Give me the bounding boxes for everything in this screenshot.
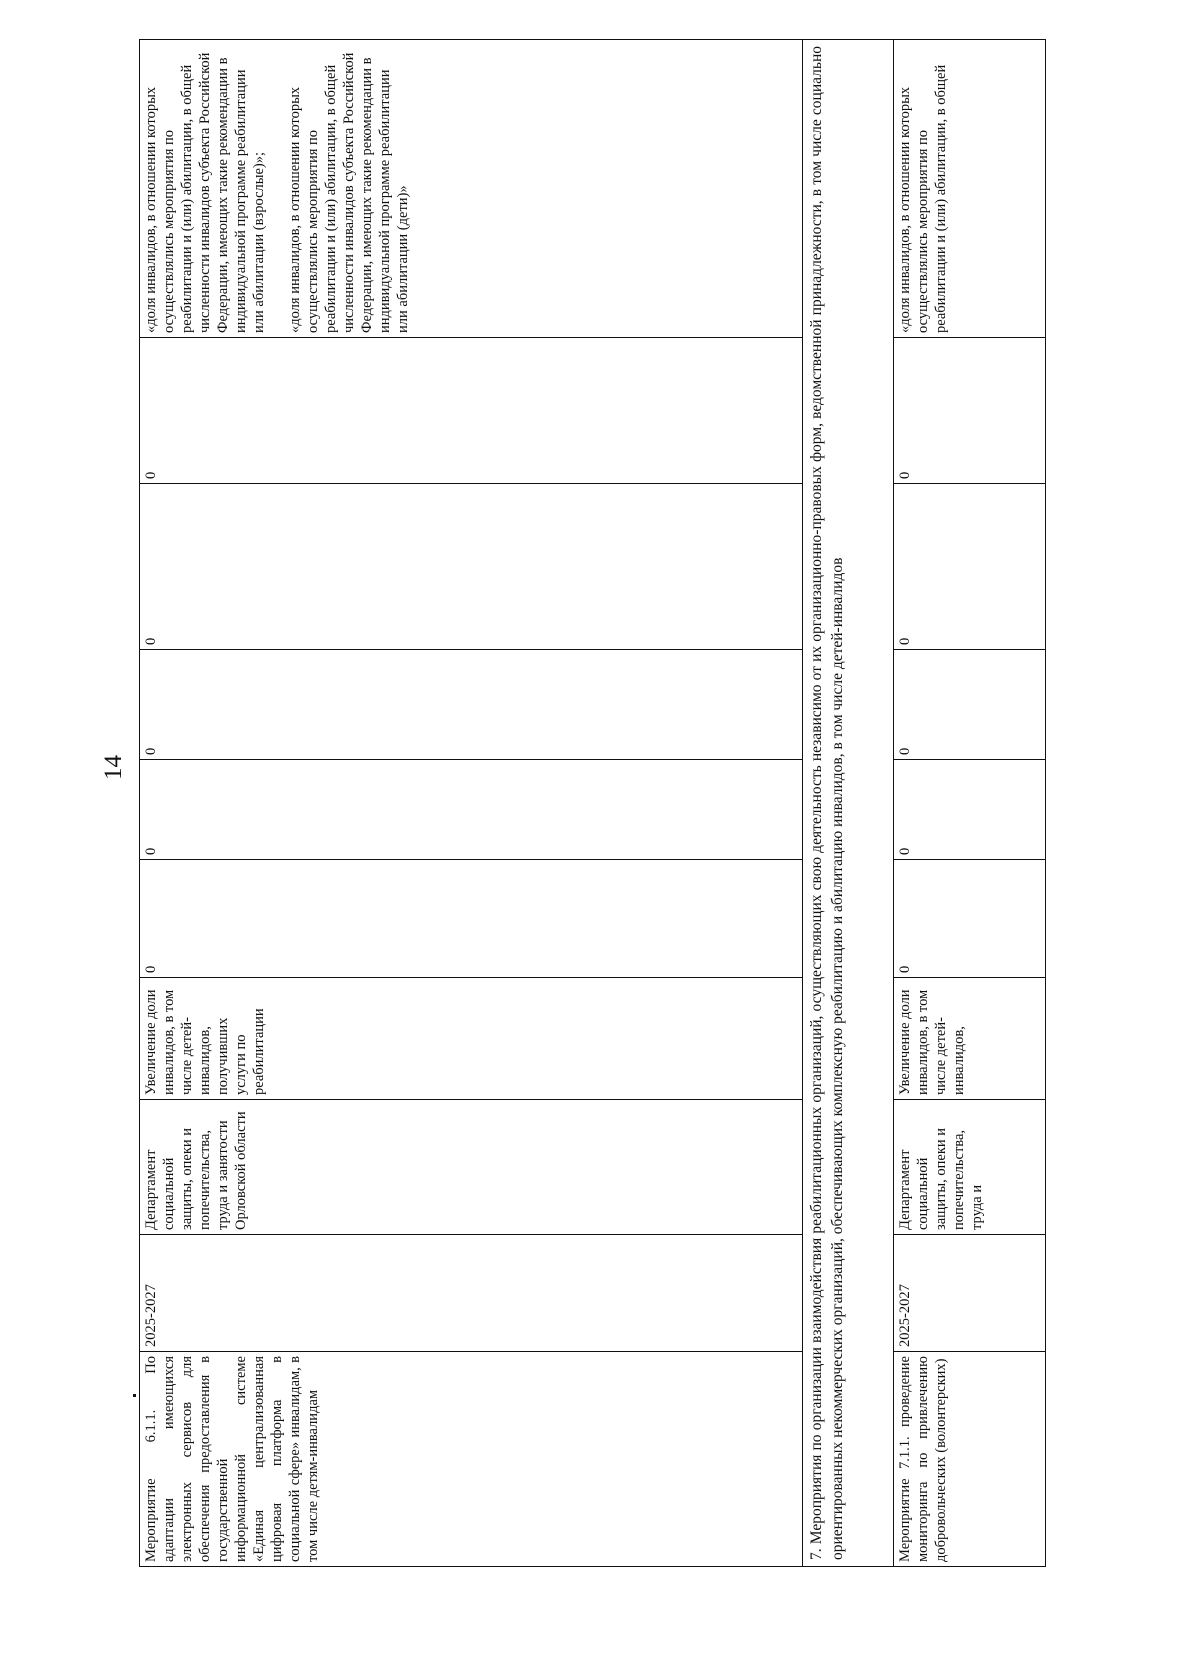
activities-table [139,39,1046,1567]
indicator-cell [140,40,803,338]
value-cell: 0 [894,338,1046,484]
indicator-text: «доля инвалидов, в отношении которых осуществлялись мероприятия по реабилитации и (или) абилитации, в общей численности инвалидов субъекта Российской Федерации, имеющих такие рекомендации в индивидуальной программе реабилитации или абилитации (дети)» [286,52,411,333]
result-cell: Увеличение доли инвалидов, в том числе детей-инвалидов, получивших услуги по реабилитации [140,978,803,1100]
value-cell: 0 [140,338,803,484]
table-row [140,40,803,1567]
period-cell: 2025-2027 [894,1235,1046,1352]
executor-cell: Департамент социальной защиты, опеки и попечительства, труда и занятости Орловской области [140,1100,803,1235]
table-row [894,40,1046,1567]
margin-mark [133,1394,136,1397]
activity-cell: Мероприятие 7.1.1. проведение мониторинга по привлечению добровольческих (волонтерских) [894,1352,1046,1567]
executor-cell: Департамент социальной защиты, опеки и попечительства, труда и [894,1100,1046,1235]
activity-cell: Мероприятие 6.1.1. По адаптации имеющихся электронных сервисов для обеспечения предоставления в государственной информационной системе «Единая централизованная цифровая платформа в социальной сфере» инвалидам, в том числе детям-инвалидам [140,1352,803,1567]
value-cell: 0 [140,860,803,978]
value-cell: 0 [894,760,1046,860]
value-cell: 0 [894,650,1046,760]
page-number: 14 [100,755,127,780]
indicator-text: «доля инвалидов, в отношении которых осуществлялись мероприятия по реабилитации и (или) абилитации, в общей численности инвалидов субъекта Российской Федерации, имеющих такие рекомендации в индивидуальной программе реабилитации или абилитации (взрослые)»; [143,52,267,333]
value-cell: 0 [894,860,1046,978]
period-cell: 2025-2027 [140,1235,803,1352]
value-cell: 0 [140,484,803,650]
value-cell: 0 [140,650,803,760]
table-row [803,40,894,1567]
result-cell: Увеличение доли инвалидов, в том числе детей-инвалидов, [894,978,1046,1100]
rotated-table-container [139,40,1065,1567]
section-heading: 7. Мероприятия по организации взаимодействия реабилитационных организаций, осуществляющих свою деятельность независимо от их организационно-правовых форм, ведомственной принадлежности, в том числе социально ориентированных некоммерческих организаций, обеспечивающих комплексную реабилитацию и абилитацию инвалидов, в том числе детей-инвалидов [803,40,894,1567]
indicator-cell: «доля инвалидов, в отношении которых осуществлялись мероприятия по реабилитации и (или) абилитации, в общей [894,40,1046,338]
value-cell: 0 [894,484,1046,650]
value-cell: 0 [140,760,803,860]
